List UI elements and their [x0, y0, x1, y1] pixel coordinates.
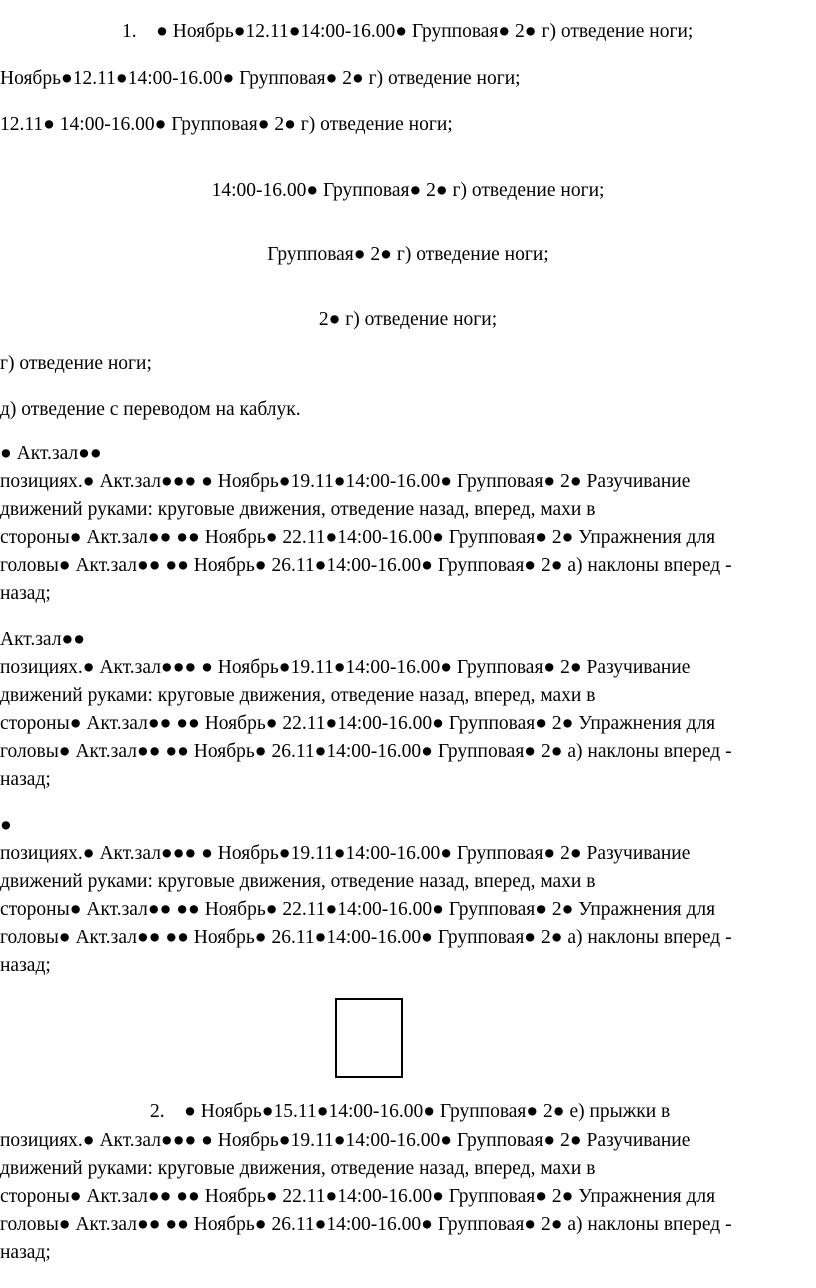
- block-1-heading: ● Акт.зал●●: [0, 443, 102, 464]
- text-line-centered: 14:00-16.00● Групповая● 2● г) отведение ноги;: [211, 180, 605, 201]
- block-4-body: позициях.● Акт.зал●●● ● Ноябрь●19.11●14:00-16.00● Групповая● 2● Разучивание движений руками: круговые движения, отведение назад, вперед, махи в стороны● Акт.зал●● ●● Ноябрь● 22.11●14:00-16.00● Групповая● 2● Упражнения для головы● Акт.зал●● ●● Ноябрь● 26.11●14:00-16.00● Групповая● 2● а) наклоны вперед - назад;: [0, 1130, 732, 1263]
- text-line: Ноябрь●12.11●14:00-16.00● Групповая● 2● г) отведение ноги;: [0, 68, 521, 89]
- text-line: г) отведение ноги;: [0, 353, 152, 374]
- list-item-2-text: ● Ноябрь●15.11●14:00-16.00● Групповая● 2● е) прыжки в: [184, 1101, 671, 1122]
- text-line: 12.11● 14:00-16.00● Групповая● 2● г) отведение ноги;: [0, 114, 453, 135]
- list-item-1-text: ● Ноябрь●12.11●14:00-16.00● Групповая● 2● г) отведение ноги;: [156, 21, 694, 42]
- block-3-body: позициях.● Акт.зал●●● ● Ноябрь●19.11●14:00-16.00● Групповая● 2● Разучивание движений руками: круговые движения, отведение назад, вперед, махи в стороны● Акт.зал●● ●● Ноябрь● 22.11●14:00-16.00● Групповая● 2● Упражнения для головы● Акт.зал●● ●● Ноябрь● 26.11●14:00-16.00● Групповая● 2● а) наклоны вперед - назад;: [0, 843, 732, 976]
- list-item-1: [122, 20, 693, 44]
- text-line-centered: 2● г) отведение ноги;: [318, 309, 498, 330]
- list-item-2: [150, 1100, 670, 1124]
- block-2-body: позициях.● Акт.зал●●● ● Ноябрь●19.11●14:00-16.00● Групповая● 2● Разучивание движений руками: круговые движения, отведение назад, вперед, махи в стороны● Акт.зал●● ●● Ноябрь● 22.11●14:00-16.00● Групповая● 2● Упражнения для головы● Акт.зал●● ●● Ноябрь● 26.11●14:00-16.00● Групповая● 2● а) наклоны вперед - назад;: [0, 657, 732, 790]
- text-line: д) отведение с переводом на каблук.: [0, 399, 301, 420]
- text-line-centered: Групповая● 2● г) отведение ноги;: [267, 244, 549, 265]
- empty-image-frame: [335, 998, 403, 1078]
- list-number-1: 1.: [122, 21, 137, 42]
- block-1-body: позициях.● Акт.зал●●● ● Ноябрь●19.11●14:00-16.00● Групповая● 2● Разучивание движений руками: круговые движения, отведение назад, вперед, махи в стороны● Акт.зал●● ●● Ноябрь● 22.11●14:00-16.00● Групповая● 2● Упражнения для головы● Акт.зал●● ●● Ноябрь● 26.11●14:00-16.00● Групповая● 2● а) наклоны вперед - назад;: [0, 471, 732, 604]
- list-number-2: 2.: [150, 1101, 165, 1122]
- block-3-heading: ●: [0, 815, 12, 836]
- block-2-heading: Акт.зал●●: [0, 629, 86, 650]
